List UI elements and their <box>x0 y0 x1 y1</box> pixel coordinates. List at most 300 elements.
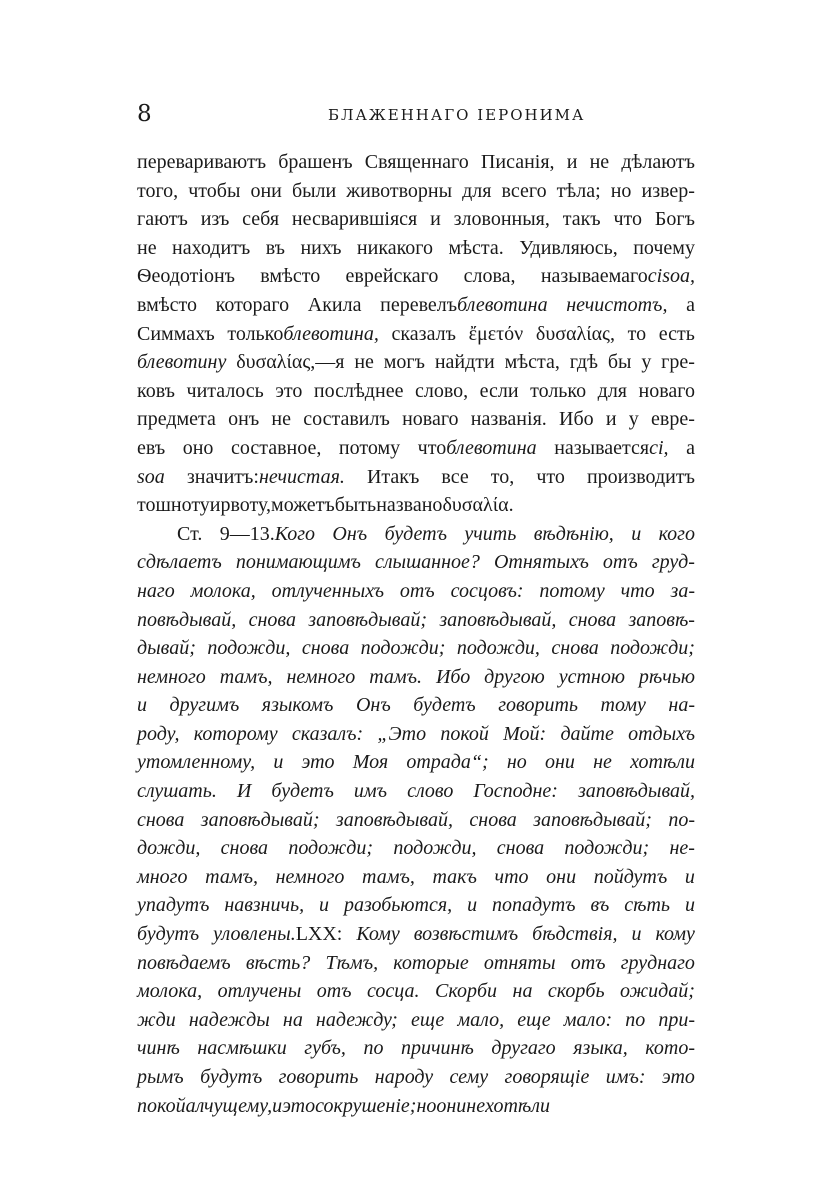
word: будутъ <box>137 923 200 946</box>
word: народу <box>374 1066 434 1088</box>
word: Онъ <box>355 694 391 717</box>
word: а <box>686 436 695 459</box>
text-line <box>137 262 695 291</box>
word: снова <box>551 637 599 660</box>
word: немного <box>286 665 356 688</box>
word: на- <box>668 694 695 717</box>
word: за- <box>670 579 695 602</box>
word: причинѣ <box>400 1037 474 1060</box>
text-line <box>137 405 695 434</box>
word: все <box>441 465 469 488</box>
word: „Это <box>377 722 427 745</box>
word: Богъ <box>654 208 695 231</box>
word: покой <box>440 722 489 745</box>
text-line <box>137 1006 695 1035</box>
word: перевелъблевотина <box>380 293 548 316</box>
word: котораго <box>215 293 290 316</box>
text-line <box>137 520 695 549</box>
word: слушать. <box>137 780 217 803</box>
word: новаго <box>638 379 695 402</box>
word: заповѣдывай; <box>533 808 652 831</box>
word: находитъ <box>172 236 251 259</box>
word: по <box>625 1008 646 1031</box>
word: понимающимъ <box>235 551 361 574</box>
word: Итакъ <box>366 465 420 488</box>
word: губъ, <box>304 1037 346 1060</box>
text-line <box>137 634 695 663</box>
word: пойдутъ <box>593 865 668 888</box>
word: говорящіе <box>504 1066 590 1088</box>
word: хотѣли <box>485 1094 550 1117</box>
text-line <box>137 463 695 492</box>
word: отрада“; <box>406 751 489 774</box>
word: тамъ, <box>219 665 273 688</box>
word: надежду; <box>315 1008 398 1031</box>
word: извер- <box>641 179 695 202</box>
word: слово <box>407 780 454 803</box>
word: слово, <box>414 379 469 402</box>
word: называемагоcisoa, <box>540 265 695 288</box>
word: только <box>530 379 587 402</box>
word: брашенъ <box>278 151 353 173</box>
word: немного <box>275 865 345 888</box>
word: тошноту <box>137 494 210 517</box>
running-title: БЛАЖЕННАГО ІЕРОНИМА <box>328 106 586 124</box>
text-line <box>137 377 695 406</box>
word: рѣчью <box>638 665 695 688</box>
word: они <box>544 751 575 774</box>
word: Мой: <box>503 722 547 745</box>
word: новаго <box>402 408 459 431</box>
word: евъ <box>137 436 166 459</box>
word: евре- <box>651 408 695 431</box>
word: это <box>282 1094 316 1117</box>
word: для <box>597 379 627 402</box>
word: δυσαλίας, <box>535 322 615 345</box>
text-line <box>137 720 695 749</box>
word: блевотину <box>137 351 227 374</box>
word: но <box>610 179 632 202</box>
text-line <box>137 806 695 835</box>
word: при- <box>658 1008 695 1031</box>
text-line <box>137 863 695 892</box>
word: Ѳеодотіонъ <box>137 265 235 288</box>
word: не <box>271 408 291 431</box>
word: и <box>209 494 221 517</box>
word: учить <box>464 522 517 545</box>
text-line <box>137 1063 695 1092</box>
word: Удивляюсь, <box>519 236 618 259</box>
word: на <box>282 1008 303 1031</box>
word: названія. <box>470 408 547 431</box>
word: отъ <box>602 551 638 574</box>
word: подожди, <box>393 837 477 860</box>
word: вмѣсто <box>260 265 321 288</box>
word: сокрушеніе; <box>315 1094 417 1117</box>
word: и <box>319 894 330 917</box>
word: снова <box>137 808 185 831</box>
word: мало, <box>457 1008 505 1031</box>
word: Ибо <box>435 665 471 688</box>
word: имъ: <box>605 1066 646 1088</box>
word: животворны <box>346 179 453 202</box>
word: если <box>479 379 519 402</box>
word: уловлены.LXX: <box>213 923 343 946</box>
word: у <box>628 408 639 431</box>
word: были <box>291 179 337 202</box>
text-line <box>137 491 695 520</box>
word: алчущему, <box>185 1094 273 1117</box>
word: и <box>566 151 578 173</box>
word: кого <box>658 522 695 545</box>
word: такъ <box>562 208 601 231</box>
word: они <box>436 1094 467 1117</box>
text-line <box>137 1092 695 1121</box>
word: возвѣстимъ <box>413 923 519 946</box>
word: отлученныхъ <box>271 579 384 602</box>
word: устною <box>558 665 625 688</box>
word: покой <box>137 1094 186 1117</box>
word: составное, <box>230 436 322 459</box>
word: и <box>631 923 642 946</box>
word: будетъ <box>413 694 476 717</box>
word: сему <box>449 1066 489 1088</box>
word: потому <box>539 579 605 602</box>
word: но <box>416 1094 437 1117</box>
word: бы <box>607 351 632 374</box>
word: Ст. <box>177 522 203 545</box>
word: нихъ <box>300 236 342 259</box>
word: отдыхъ <box>628 722 695 745</box>
word: заповѣ- <box>628 608 695 631</box>
word: сосцовъ: <box>450 579 524 602</box>
text-line <box>137 577 695 606</box>
word: подожди; <box>360 637 446 660</box>
word: онъ <box>228 408 260 431</box>
word: это <box>301 751 335 774</box>
word: кото- <box>645 1037 695 1060</box>
word: сказалъ <box>391 322 456 345</box>
word: а <box>686 293 695 316</box>
word: тѣла; <box>556 179 601 202</box>
word: вѣдѣнію, <box>533 522 614 545</box>
word: найдти <box>434 351 495 374</box>
word: молока, <box>137 980 203 1003</box>
word: тамъ, <box>205 865 258 888</box>
word: оно <box>182 436 214 459</box>
word: будутъ <box>200 1066 263 1088</box>
word: отъ <box>399 579 435 602</box>
text-line <box>137 234 695 263</box>
word: мѣста, <box>504 351 560 374</box>
word: на <box>512 980 533 1003</box>
word: чтоблевотина <box>417 436 537 459</box>
word: то <box>627 322 647 345</box>
word: будетъ <box>271 780 334 803</box>
word: роду, <box>137 722 180 745</box>
text-line <box>137 949 695 978</box>
word: и <box>605 408 617 431</box>
word: разобьются, <box>343 894 453 917</box>
word: того, <box>137 179 179 202</box>
word: рымъ <box>137 1066 184 1088</box>
word: подожди; <box>564 837 650 860</box>
word: наго <box>137 579 175 602</box>
word: подожди; <box>288 837 374 860</box>
word: несварившіяся <box>291 208 418 231</box>
word: ожидай; <box>620 980 695 1003</box>
text-line <box>137 205 695 234</box>
word: мѣста. <box>448 236 504 259</box>
word: снова <box>496 837 545 860</box>
word: δυσαλία. <box>442 494 514 517</box>
word: немного <box>137 665 206 688</box>
page-number: 8 <box>137 101 152 127</box>
word: толькоблевотина, <box>227 322 379 345</box>
body-text <box>137 148 695 1120</box>
word: по- <box>668 808 695 831</box>
word: слышанное? <box>374 551 480 574</box>
word: Акила <box>307 293 362 316</box>
word: можетъ <box>271 494 335 517</box>
word: сказалъ: <box>291 722 364 745</box>
word: еще <box>410 1008 445 1031</box>
word: снова <box>301 637 350 660</box>
word: упадутъ <box>137 894 210 917</box>
word: въ <box>590 894 610 917</box>
word: подожди, <box>456 637 540 660</box>
word: другою <box>484 665 545 688</box>
word: которому <box>193 722 278 745</box>
text-line <box>137 148 695 177</box>
word: не- <box>669 837 695 860</box>
word: сѣть <box>624 894 671 917</box>
text-line <box>137 291 695 320</box>
word: будетъ <box>384 522 447 545</box>
word: ковъ <box>137 379 175 402</box>
word: Господне: <box>473 780 558 803</box>
word: рвоту, <box>220 494 272 517</box>
word: еще <box>517 1008 551 1031</box>
word: есть <box>658 322 695 345</box>
word: Скорби <box>435 980 498 1003</box>
word: производитъ <box>586 465 695 488</box>
word: ἔμετόν <box>468 322 524 345</box>
word: чтобы <box>188 179 241 202</box>
word: сдѣлаетъ <box>137 551 222 574</box>
text-line <box>137 434 695 463</box>
text-line <box>137 348 695 377</box>
word: гре- <box>661 351 695 374</box>
word: по <box>363 1037 384 1060</box>
word: вѣсть? <box>245 951 311 974</box>
word: навзничь, <box>224 894 305 917</box>
word: которые <box>393 951 469 974</box>
word: Ибо <box>559 408 594 431</box>
word: что <box>536 465 565 488</box>
word: заповѣдывай, <box>335 808 453 831</box>
word: чинѣ <box>137 1037 180 1060</box>
word: и <box>430 208 441 231</box>
word: Онъ <box>332 522 368 545</box>
word: они <box>250 179 282 202</box>
word: зловонныя, <box>453 208 550 231</box>
word: у <box>641 351 652 374</box>
word: Тѣмъ, <box>325 951 379 974</box>
word: попадутъ <box>492 894 576 917</box>
word: въ <box>265 236 285 259</box>
word: имъ <box>353 780 388 803</box>
word: изъ <box>200 208 230 231</box>
word: могъ <box>383 351 425 374</box>
word: отъ <box>316 980 352 1003</box>
word: слова, <box>463 265 516 288</box>
word: дайте <box>560 722 614 745</box>
word: читалось <box>186 379 264 402</box>
word: подожди; <box>610 637 695 660</box>
word: языка, <box>573 1037 628 1060</box>
word: не <box>466 1094 486 1117</box>
word: мало: <box>563 1008 613 1031</box>
word: себя <box>242 208 280 231</box>
word: вмѣсто <box>137 293 197 316</box>
text-line <box>137 691 695 720</box>
word: еврейскаго <box>345 265 439 288</box>
word: для <box>462 179 492 202</box>
word: Симмахъ <box>137 322 215 345</box>
word: надежды <box>188 1008 270 1031</box>
paragraph <box>137 148 695 520</box>
word: но <box>506 751 527 774</box>
word: кому <box>655 923 695 946</box>
text-line <box>137 977 695 1006</box>
word: они <box>546 865 577 888</box>
word: дывай; <box>137 637 196 660</box>
word: не <box>137 236 157 259</box>
word: 9—13.Кого <box>219 522 316 545</box>
word: гаютъ <box>137 208 188 231</box>
word: тамъ. <box>369 665 423 688</box>
word: названо <box>376 494 443 517</box>
word: другаго <box>491 1037 556 1060</box>
word: отъ <box>570 951 606 974</box>
word: языкомъ <box>261 694 334 717</box>
word: δυσαλίας,—я <box>236 351 345 374</box>
word: и <box>273 751 284 774</box>
word: заповѣдывай; <box>308 608 427 631</box>
text-line <box>137 1034 695 1063</box>
word: и <box>684 894 695 917</box>
word: это <box>661 1066 695 1088</box>
word: и <box>272 1094 283 1117</box>
text-line <box>137 891 695 920</box>
word: снова <box>568 608 617 631</box>
word: и <box>631 522 642 545</box>
word: значитъ:нечистая. <box>186 465 345 488</box>
word: и <box>684 865 695 888</box>
word: говорить <box>498 694 578 717</box>
word: дѣлаютъ <box>621 151 695 173</box>
text-line <box>137 320 695 349</box>
word: потому <box>338 436 401 459</box>
word: и <box>467 894 478 917</box>
word: послѣднее <box>313 379 404 402</box>
word: Писанія, <box>480 151 555 173</box>
word: то, <box>490 465 515 488</box>
text-line <box>137 777 695 806</box>
word: soa <box>137 465 165 488</box>
word: насмѣшки <box>197 1037 287 1060</box>
word: почему <box>633 236 695 259</box>
word: сосца. <box>367 980 420 1003</box>
word: Кому <box>356 923 400 946</box>
word: И <box>236 780 252 803</box>
word: груднаго <box>620 951 695 974</box>
word: гдѣ <box>569 351 598 374</box>
word: не <box>354 351 374 374</box>
word: снова <box>469 808 517 831</box>
word: называетсяci, <box>554 436 669 459</box>
word: никакого <box>356 236 434 259</box>
word: груд- <box>651 551 695 574</box>
word: много <box>137 865 188 888</box>
word: бѣдствія, <box>532 923 618 946</box>
word: не <box>593 751 612 774</box>
word: повѣдаемъ <box>137 951 231 974</box>
text-line <box>137 177 695 206</box>
word: перевариваютъ <box>137 151 267 173</box>
word: тамъ, <box>362 865 415 888</box>
word: жди <box>137 1008 176 1031</box>
word: хотѣли <box>630 751 695 774</box>
word: не <box>589 151 610 173</box>
word: предмета <box>137 408 216 431</box>
word: что <box>620 579 655 602</box>
word: говорить <box>278 1066 359 1088</box>
text-line <box>137 834 695 863</box>
word: что <box>494 865 529 888</box>
word: всего <box>501 179 547 202</box>
word: быть <box>334 494 377 517</box>
text-line <box>137 663 695 692</box>
word: отлучены <box>217 980 302 1003</box>
word: подожди, <box>207 637 291 660</box>
word: нечистотъ, <box>566 293 668 316</box>
word: что <box>613 208 643 231</box>
word: Моя <box>352 751 389 774</box>
text-line <box>137 548 695 577</box>
word: утомленному, <box>137 751 256 774</box>
text-line <box>137 748 695 777</box>
word: это <box>275 379 303 402</box>
word: снова <box>220 837 268 860</box>
word: другимъ <box>169 694 240 717</box>
word: скорбь <box>547 980 605 1003</box>
word: и <box>137 694 147 717</box>
word: повѣдывай, <box>137 608 237 631</box>
word: заповѣдывай; <box>200 808 320 831</box>
word: дожди, <box>137 837 201 860</box>
word: составилъ <box>303 408 390 431</box>
word: такъ <box>432 865 477 888</box>
text-line <box>137 606 695 635</box>
word: заповѣдывай, <box>439 608 557 631</box>
word: молока, <box>190 579 256 602</box>
word: отняты <box>483 951 556 974</box>
word: Священнаго <box>364 151 469 173</box>
word: тому <box>600 694 646 717</box>
word: снова <box>248 608 296 631</box>
